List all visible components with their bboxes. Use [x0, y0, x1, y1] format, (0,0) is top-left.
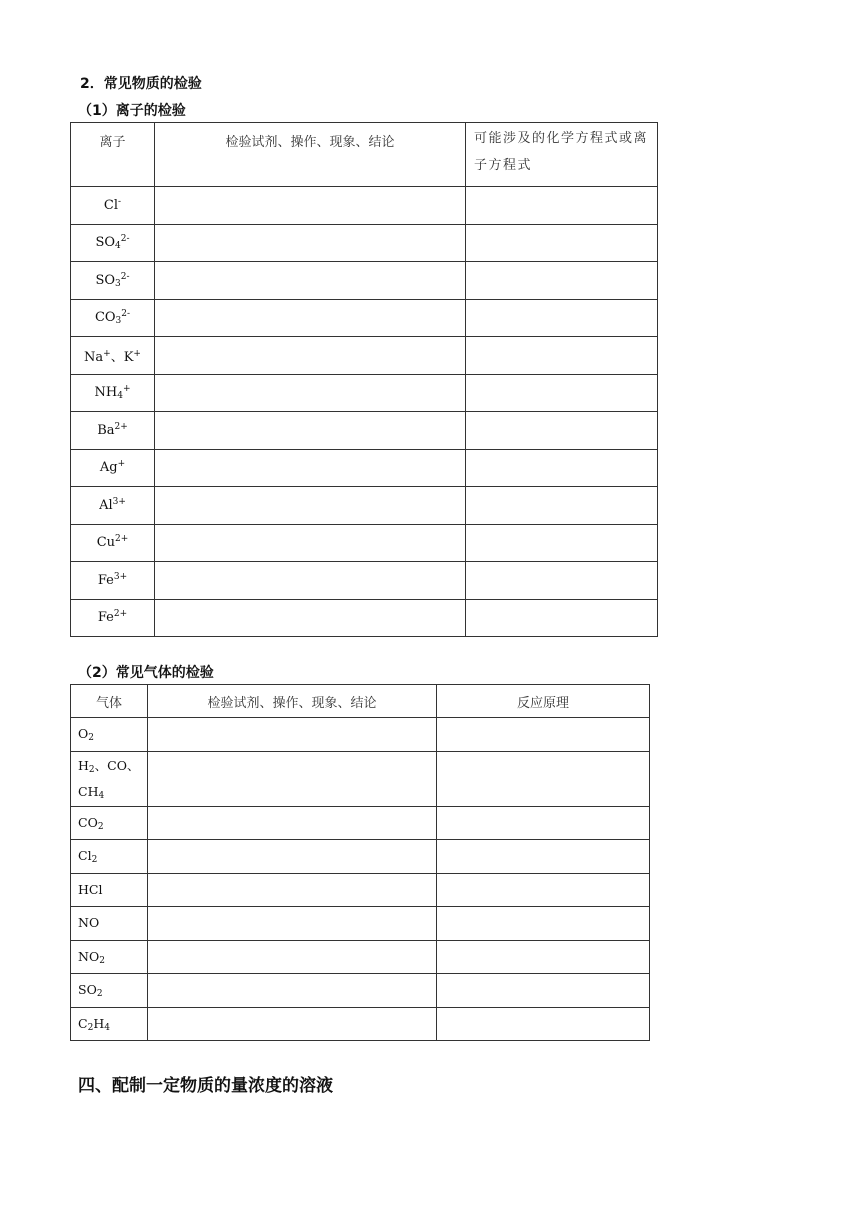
ion-procedure-cell[interactable]	[155, 524, 466, 562]
gas-row	[71, 718, 650, 752]
ion-label: Ag+	[71, 449, 155, 487]
ion-procedure-cell[interactable]	[155, 224, 466, 262]
gas-row	[71, 840, 650, 874]
ion-equation-cell[interactable]	[466, 224, 658, 262]
gas-procedure-cell[interactable]	[148, 1007, 437, 1041]
gas-row	[71, 940, 650, 974]
gas-label: $Cl_2$	[71, 840, 148, 874]
ion-equation-cell[interactable]	[466, 299, 658, 337]
gas-header-principle: 反应原理	[437, 685, 650, 718]
ion-row	[71, 262, 658, 300]
ion-row	[71, 599, 658, 637]
ion-equation-cell[interactable]	[466, 562, 658, 600]
gas-procedure-cell[interactable]	[148, 751, 437, 806]
ion-procedure-cell[interactable]	[155, 487, 466, 525]
ion-row	[71, 524, 658, 562]
gas-header-procedure: 检验试剂、操作、现象、结论	[148, 685, 437, 718]
ion-equation-cell[interactable]	[466, 262, 658, 300]
ion-procedure-cell[interactable]	[155, 262, 466, 300]
gas-procedure-cell[interactable]	[148, 840, 437, 874]
gas-equation-cell[interactable]	[437, 840, 650, 874]
ion-equation-cell[interactable]	[466, 337, 658, 375]
gas-procedure-cell[interactable]	[148, 974, 437, 1008]
ion-table-header-row	[71, 123, 658, 187]
gas-row	[71, 873, 650, 907]
gas-equation-cell[interactable]	[437, 751, 650, 806]
ion-procedure-cell[interactable]	[155, 412, 466, 450]
gas-equation-cell[interactable]	[437, 873, 650, 907]
gas-equation-cell[interactable]	[437, 806, 650, 840]
ion-label: Cl-	[71, 187, 155, 225]
gas-procedure-cell[interactable]	[148, 873, 437, 907]
ion-equation-cell[interactable]	[466, 599, 658, 637]
gas-equation-cell[interactable]	[437, 940, 650, 974]
ion-row	[71, 412, 658, 450]
ion-label: $SO_3^{2-}$	[71, 262, 155, 300]
ion-procedure-cell[interactable]	[155, 374, 466, 412]
ion-row	[71, 337, 658, 375]
gas-equation-cell[interactable]	[437, 1007, 650, 1041]
gas-label: $O_2$	[71, 718, 148, 752]
gas-test-table	[70, 684, 650, 1041]
gas-procedure-cell[interactable]	[148, 940, 437, 974]
ion-label: $Fe^{2+}$	[71, 599, 155, 637]
gas-row	[71, 907, 650, 941]
ion-procedure-cell[interactable]	[155, 187, 466, 225]
ion-row	[71, 449, 658, 487]
ion-label: $Ba^{2+}$	[71, 412, 155, 450]
gas-label: HCl	[71, 873, 148, 907]
ion-test-subtitle: （1）离子的检验	[78, 103, 186, 119]
ion-row	[71, 487, 658, 525]
ion-equation-cell[interactable]	[466, 449, 658, 487]
gas-row	[71, 1007, 650, 1041]
ion-equation-cell[interactable]	[466, 412, 658, 450]
gas-label: NO	[71, 907, 148, 941]
ion-procedure-cell[interactable]	[155, 337, 466, 375]
ion-procedure-cell[interactable]	[155, 599, 466, 637]
ion-label: $Cu^{2+}$	[71, 524, 155, 562]
ion-label: $CO_3^{2-}$	[71, 299, 155, 337]
gas-test-subtitle: （2）常见气体的检验	[78, 665, 214, 681]
ion-equation-cell[interactable]	[466, 187, 658, 225]
ion-header-ion: 离子	[71, 123, 155, 187]
gas-table-header-row	[71, 685, 650, 718]
ion-header-procedure: 检验试剂、操作、现象、结论	[155, 123, 466, 187]
section-title: 2．常见物质的检验	[80, 76, 202, 92]
gas-row	[71, 806, 650, 840]
gas-label: $SO_2$	[71, 974, 148, 1008]
ion-label: Na+、K+	[71, 337, 155, 375]
gas-label: $NO_2$	[71, 940, 148, 974]
ion-procedure-cell[interactable]	[155, 449, 466, 487]
ion-label: $SO_4^{2-}$	[71, 224, 155, 262]
ion-label: $NH_4^+$	[71, 374, 155, 412]
gas-procedure-cell[interactable]	[148, 718, 437, 752]
ion-header-equation: 可能涉及的化学方程式或离子方程式	[466, 123, 658, 187]
ion-row	[71, 187, 658, 225]
ion-label: $Al^{3+}$	[71, 487, 155, 525]
ion-procedure-cell[interactable]	[155, 299, 466, 337]
ion-test-table	[70, 122, 658, 637]
ion-row	[71, 299, 658, 337]
gas-equation-cell[interactable]	[437, 974, 650, 1008]
gas-procedure-cell[interactable]	[148, 907, 437, 941]
gas-label: $CO_2$	[71, 806, 148, 840]
ion-row	[71, 374, 658, 412]
ion-label: $Fe^{3+}$	[71, 562, 155, 600]
gas-procedure-cell[interactable]	[148, 806, 437, 840]
next-section-title: 四、配制一定物质的量浓度的溶液	[78, 1076, 333, 1096]
gas-header-gas: 气体	[71, 685, 148, 718]
gas-equation-cell[interactable]	[437, 718, 650, 752]
gas-row	[71, 751, 650, 806]
gas-label: $C_2H_4$	[71, 1007, 148, 1041]
ion-equation-cell[interactable]	[466, 487, 658, 525]
ion-row	[71, 562, 658, 600]
gas-row	[71, 974, 650, 1008]
ion-procedure-cell[interactable]	[155, 562, 466, 600]
ion-equation-cell[interactable]	[466, 524, 658, 562]
ion-equation-cell[interactable]	[466, 374, 658, 412]
gas-equation-cell[interactable]	[437, 907, 650, 941]
gas-label: $H_2$、CO、 $CH_4$	[71, 751, 148, 806]
ion-row	[71, 224, 658, 262]
